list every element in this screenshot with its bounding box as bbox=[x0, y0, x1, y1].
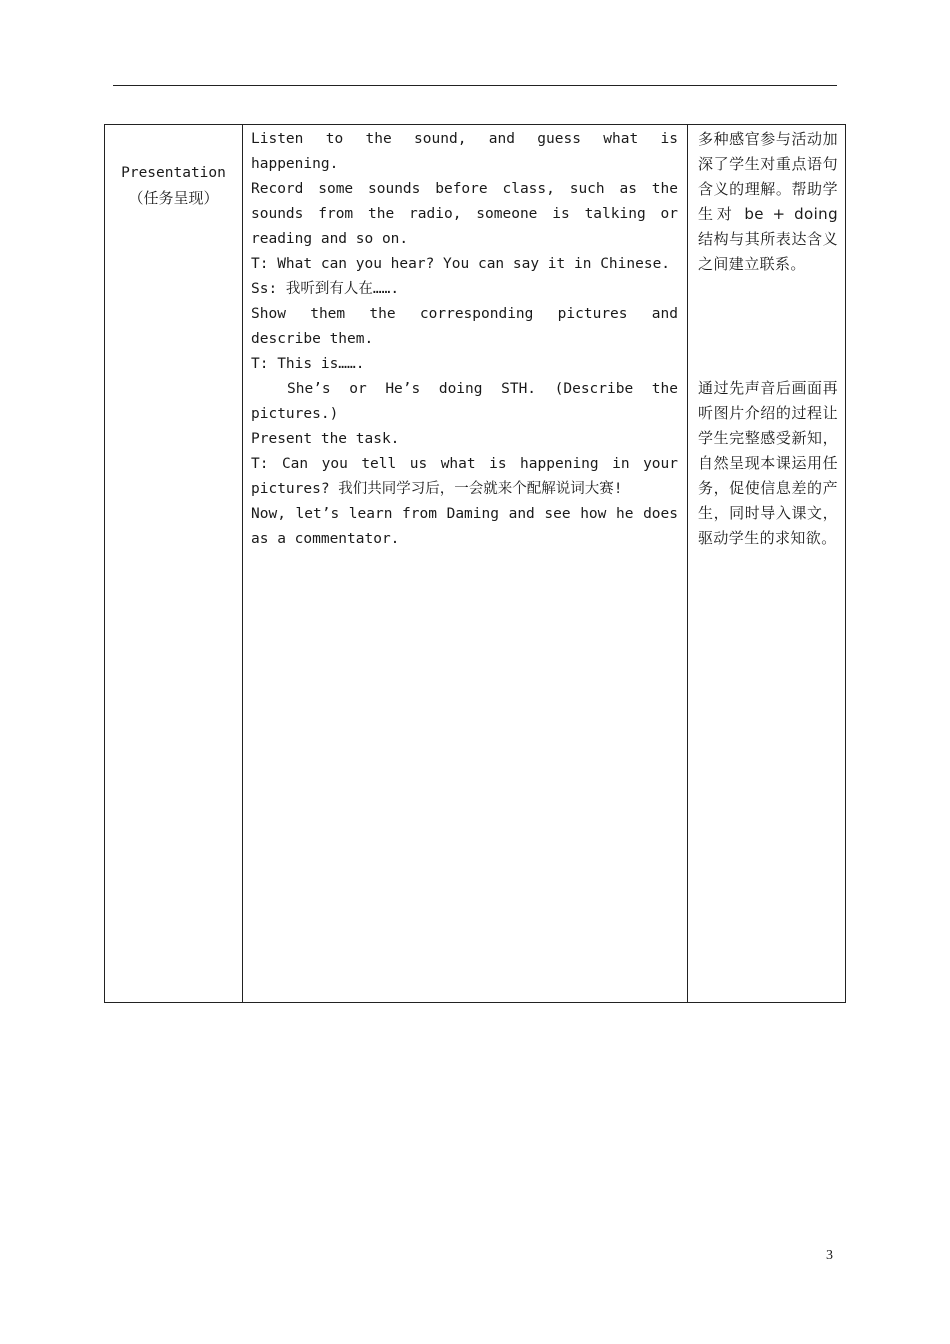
purpose-note: 多种感官参与活动加深了学生对重点语句含义的理解。帮助学生对 be + doing 结构与其所表达含义之间建立联系。 bbox=[698, 130, 838, 273]
procedure-line: Now, let’s learn from Daming and see how he does as a commentator. bbox=[251, 506, 678, 547]
procedure-line: Listen to the sound, and guess what is happening. bbox=[251, 131, 678, 172]
procedure-column bbox=[243, 125, 688, 1002]
procedure-line: T: Can you tell us what is happening in your pictures? 我们共同学习后，一会就来个配解说词大赛! bbox=[251, 456, 678, 497]
page-number: 3 bbox=[826, 1248, 833, 1263]
purpose-note: 通过先声音后画面再听图片介绍的过程让学生完整感受新知，自然呈现本课运用任务，促使信息差的产生，同时导入课文，驱动学生的求知欲。 bbox=[698, 379, 838, 547]
header-rule bbox=[113, 85, 837, 86]
stage-name: Presentation bbox=[121, 165, 226, 181]
purpose-column bbox=[688, 125, 845, 1002]
procedure-text bbox=[251, 127, 678, 552]
procedure-line: T: This is……. bbox=[251, 356, 365, 372]
stage-subtitle: （任务呈现） bbox=[128, 189, 219, 207]
procedure-line: She’s or He’s doing STH. (Describe the pictures.) bbox=[251, 381, 678, 422]
procedure-line: Ss: 我听到有人在……. bbox=[251, 281, 400, 297]
procedure-line: Record some sounds before class, such as the sounds from the radio, someone is talking or reading and so on. bbox=[251, 181, 678, 247]
procedure-line: Show them the corresponding pictures and describe them. bbox=[251, 306, 678, 347]
lesson-plan-table bbox=[104, 124, 846, 1003]
stage-column bbox=[105, 125, 243, 1002]
procedure-line: Present the task. bbox=[251, 431, 400, 447]
procedure-line: T: What can you hear? You can say it in Chinese. bbox=[251, 256, 671, 272]
